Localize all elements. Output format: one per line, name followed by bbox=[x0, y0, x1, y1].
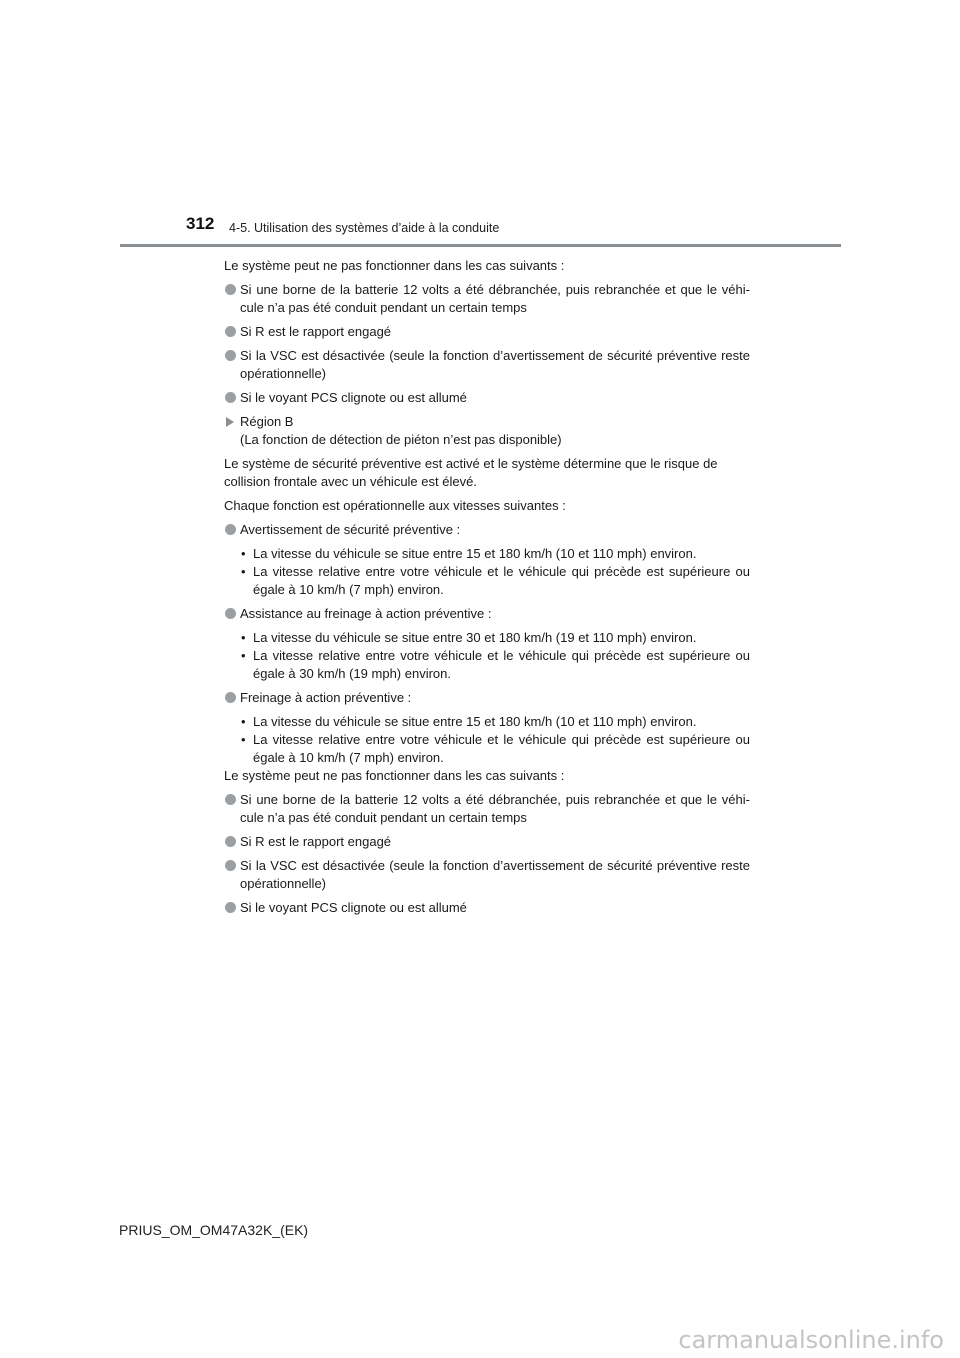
sub-list-text: La vitesse relative entre votre véhicule et le véhicule qui précède est supérieure ou égale à 30 km/h (19 mph) environ. bbox=[253, 648, 750, 681]
sub-list-item bbox=[224, 731, 750, 767]
intro-paragraph: Le système peut ne pas fonctionner dans les cas suivants : bbox=[224, 258, 565, 273]
sub-list-text: La vitesse du véhicule se situe entre 15 et 180 km/h (10 et 110 mph) environ. bbox=[253, 546, 697, 561]
bullet-icon bbox=[225, 860, 236, 871]
list-item-text: Si la VSC est désactivée (seule la fonction d’avertissement de sécurité préventive reste opérationnelle) bbox=[240, 348, 750, 381]
page-number: 312 bbox=[186, 214, 215, 233]
function-label: Freinage à action préventive : bbox=[240, 690, 412, 705]
sub-bullet-mark: • bbox=[241, 714, 246, 729]
watermark: carmanualsonline.info bbox=[678, 1326, 944, 1354]
bullet-icon bbox=[225, 326, 236, 337]
intro-paragraph: Le système peut ne pas fonctionner dans les cas suivants : bbox=[224, 768, 565, 783]
bullet-icon bbox=[225, 350, 236, 361]
list-item bbox=[224, 389, 750, 407]
list-item bbox=[224, 347, 750, 383]
sub-list bbox=[224, 713, 750, 767]
list-item-text: Si R est le rapport engagé bbox=[240, 834, 392, 849]
list-item bbox=[224, 833, 750, 851]
list-item-text: Si le voyant PCS clignote ou est allumé bbox=[240, 390, 467, 405]
sub-list-item bbox=[224, 647, 750, 683]
bullet-icon bbox=[225, 392, 236, 403]
list-item bbox=[224, 281, 750, 317]
function-item bbox=[224, 689, 750, 707]
sub-bullet-mark: • bbox=[241, 564, 246, 579]
region-title: Région B bbox=[240, 414, 294, 429]
sub-list-text: La vitesse du véhicule se situe entre 30 et 180 km/h (19 et 110 mph) environ. bbox=[253, 630, 697, 645]
paragraph: Le système de sécurité préventive est activé et le système détermine que le risque de collision frontale avec un véhicule est élevé. bbox=[224, 456, 718, 489]
bullet-icon bbox=[225, 836, 236, 847]
function-label: Assistance au freinage à action préventive : bbox=[240, 606, 492, 621]
main-content bbox=[224, 257, 750, 923]
function-item bbox=[224, 521, 750, 539]
header-rule bbox=[120, 244, 841, 247]
function-item bbox=[224, 605, 750, 623]
list-item-text: Si le voyant PCS clignote ou est allumé bbox=[240, 900, 467, 915]
section-title: 4-5. Utilisation des systèmes d’aide à la conduite bbox=[229, 221, 500, 235]
sub-list-text: La vitesse relative entre votre véhicule et le véhicule qui précède est supérieure ou égale à 10 km/h (7 mph) environ. bbox=[253, 564, 750, 597]
bullet-icon bbox=[225, 608, 236, 619]
sub-list-item bbox=[224, 563, 750, 599]
function-label: Avertissement de sécurité préventive : bbox=[240, 522, 461, 537]
list-item bbox=[224, 791, 750, 827]
sub-list bbox=[224, 545, 750, 599]
sub-list-text: La vitesse relative entre votre véhicule et le véhicule qui précède est supérieure ou égale à 10 km/h (7 mph) environ. bbox=[253, 732, 750, 765]
bullet-icon bbox=[225, 794, 236, 805]
bullet-icon bbox=[225, 524, 236, 535]
bullet-icon bbox=[225, 284, 236, 295]
sub-bullet-mark: • bbox=[241, 630, 246, 645]
bullet-icon bbox=[225, 902, 236, 913]
triangle-right-icon bbox=[226, 417, 234, 427]
region-note: (La fonction de détection de piéton n’est pas disponible) bbox=[240, 432, 562, 447]
list-item-text: Si une borne de la batterie 12 volts a été débranchée, puis rebranchée et que le véhi- cule n’a pas été conduit pendant un certain temps bbox=[240, 282, 750, 315]
sub-list-item bbox=[224, 629, 750, 647]
paragraph: Chaque fonction est opérationnelle aux vitesses suivantes : bbox=[224, 498, 566, 513]
list-item bbox=[224, 323, 750, 341]
list-item-text: Si la VSC est désactivée (seule la fonction d’avertissement de sécurité préventive reste opérationnelle) bbox=[240, 858, 750, 891]
region-heading bbox=[224, 413, 750, 449]
list-item-text: Si une borne de la batterie 12 volts a été débranchée, puis rebranchée et que le véhi- cule n’a pas été conduit pendant un certain temps bbox=[240, 792, 750, 825]
footer-document-code: PRIUS_OM_OM47A32K_(EK) bbox=[119, 1222, 309, 1238]
sub-list bbox=[224, 629, 750, 683]
sub-bullet-mark: • bbox=[241, 546, 246, 561]
list-item-text: Si R est le rapport engagé bbox=[240, 324, 392, 339]
sub-list-item bbox=[224, 713, 750, 731]
sub-list-item bbox=[224, 545, 750, 563]
bullet-icon bbox=[225, 692, 236, 703]
list-item bbox=[224, 857, 750, 893]
sub-list-text: La vitesse du véhicule se situe entre 15 et 180 km/h (10 et 110 mph) environ. bbox=[253, 714, 697, 729]
list-item bbox=[224, 899, 750, 917]
sub-bullet-mark: • bbox=[241, 648, 246, 663]
sub-bullet-mark: • bbox=[241, 732, 246, 747]
